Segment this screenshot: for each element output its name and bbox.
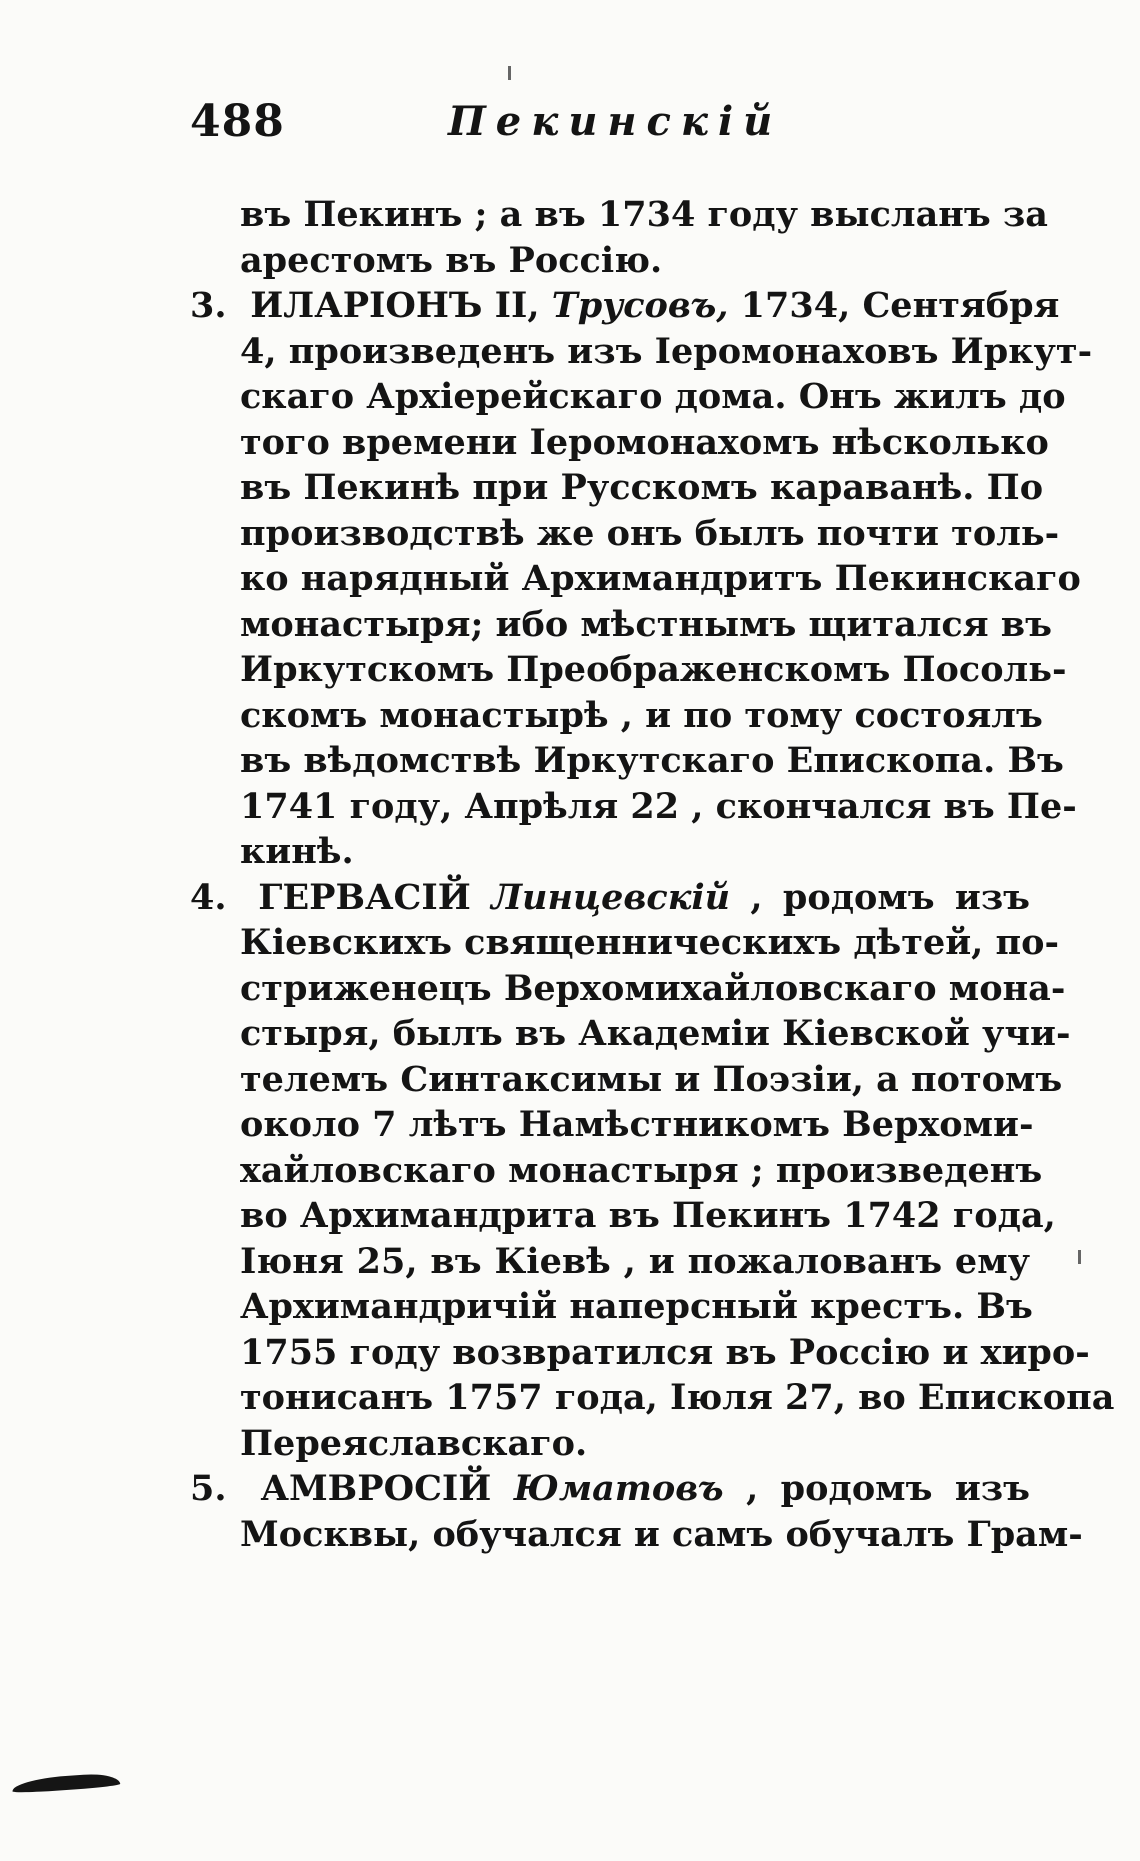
text-line: 1741 году, Апрѣля 22 , скончался въ Пе- bbox=[240, 785, 1077, 827]
continuation-paragraph bbox=[190, 192, 1048, 283]
entry-heading-rest: 1734, Сентября bbox=[740, 285, 1060, 326]
entry-number: 3. bbox=[190, 285, 227, 326]
entry-name: ИЛАРІОНЪ II, bbox=[250, 285, 540, 326]
entry-5 bbox=[190, 1466, 1083, 1557]
text-line: монастыря; ибо мѣстнымъ щитался въ bbox=[240, 603, 1052, 645]
text-line: въ Пекинъ ; а въ 1734 году высланъ за bbox=[240, 194, 1048, 235]
page-header bbox=[190, 96, 1030, 156]
entry-4 bbox=[190, 875, 1115, 1467]
text-line: Переяславскаго. bbox=[240, 1422, 588, 1464]
text-line: Архимандричій наперсный крестъ. Въ bbox=[240, 1286, 1033, 1327]
entry-surname: Трусовъ, bbox=[551, 285, 729, 326]
entry-name: АМВРОСІЙ bbox=[260, 1468, 492, 1509]
entry-name: ГЕРВАСІЙ bbox=[258, 876, 471, 918]
text-line: во Архимандрита въ Пекинъ 1742 года, bbox=[240, 1195, 1056, 1236]
entry-number: 5. bbox=[190, 1468, 227, 1509]
entry-heading bbox=[190, 875, 1030, 921]
text-line: ко нарядный Архимандритъ Пекинскаго bbox=[240, 558, 1081, 599]
text-line: стыря, былъ въ Академіи Кіевской учи- bbox=[240, 1013, 1071, 1054]
text-line: въ Пекинѣ при Русскомъ караванѣ. По bbox=[240, 467, 1044, 508]
text-line: въ вѣдомствѣ Иркутскаго Епископа. Въ bbox=[240, 740, 1064, 781]
text-line: арестомъ въ Россію. bbox=[240, 239, 663, 281]
text-line: хайловскаго монастыря ; произведенъ bbox=[240, 1149, 1043, 1191]
entry-3 bbox=[190, 283, 1093, 875]
text-line: стриженецъ Верхомихайловскаго мона- bbox=[240, 967, 1066, 1009]
text-line: телемъ Синтаксимы и Поэзіи, а потомъ bbox=[240, 1058, 1063, 1100]
text-line: около 7 лѣтъ Намѣстникомъ Верхоми- bbox=[240, 1104, 1034, 1145]
text-line: кинѣ. bbox=[240, 831, 354, 872]
entry-heading bbox=[190, 1466, 1030, 1512]
entry-heading-rest: , родомъ изъ bbox=[746, 1468, 1030, 1509]
text-line: Кіевскихъ священническихъ дѣтей, по- bbox=[240, 922, 1060, 963]
page-number: 488 bbox=[190, 96, 285, 147]
entry-surname: Линцевскій bbox=[491, 876, 731, 918]
text-line: того времени Іеромонахомъ нѣсколько bbox=[240, 421, 1049, 463]
text-line: тонисанъ 1757 года, Іюля 27, во Епископа bbox=[240, 1377, 1115, 1418]
text-line: 1755 году возвратился въ Россію и хиро- bbox=[240, 1331, 1090, 1373]
entry-heading-rest: , родомъ изъ bbox=[750, 876, 1031, 918]
text-line: скомъ монастырѣ , и по тому состоялъ bbox=[240, 694, 1043, 736]
text-line: Іюня 25, въ Кіевѣ , и пожалованъ ему bbox=[240, 1240, 1030, 1282]
text-line: Иркутскомъ Преображенскомъ Посоль- bbox=[240, 649, 1067, 690]
page-body bbox=[190, 192, 1115, 1557]
text-line: скаго Архіерейскаго дома. Онъ жилъ до bbox=[240, 376, 1066, 417]
entry-number: 4. bbox=[190, 876, 227, 918]
scan-speck bbox=[508, 66, 511, 80]
text-line: производствѣ же онъ былъ почти толь- bbox=[240, 512, 1060, 554]
entry-heading bbox=[190, 283, 1060, 329]
ink-smudge bbox=[12, 1772, 121, 1793]
scan-speck bbox=[1078, 1250, 1081, 1264]
text-line: Москвы, обучался и самъ обучалъ Грам- bbox=[240, 1513, 1083, 1555]
entry-surname: Юматовъ bbox=[513, 1468, 724, 1509]
text-line: 4, произведенъ изъ Іеромонаховъ Иркут- bbox=[240, 330, 1093, 372]
running-title: Пекинскій bbox=[448, 98, 783, 145]
